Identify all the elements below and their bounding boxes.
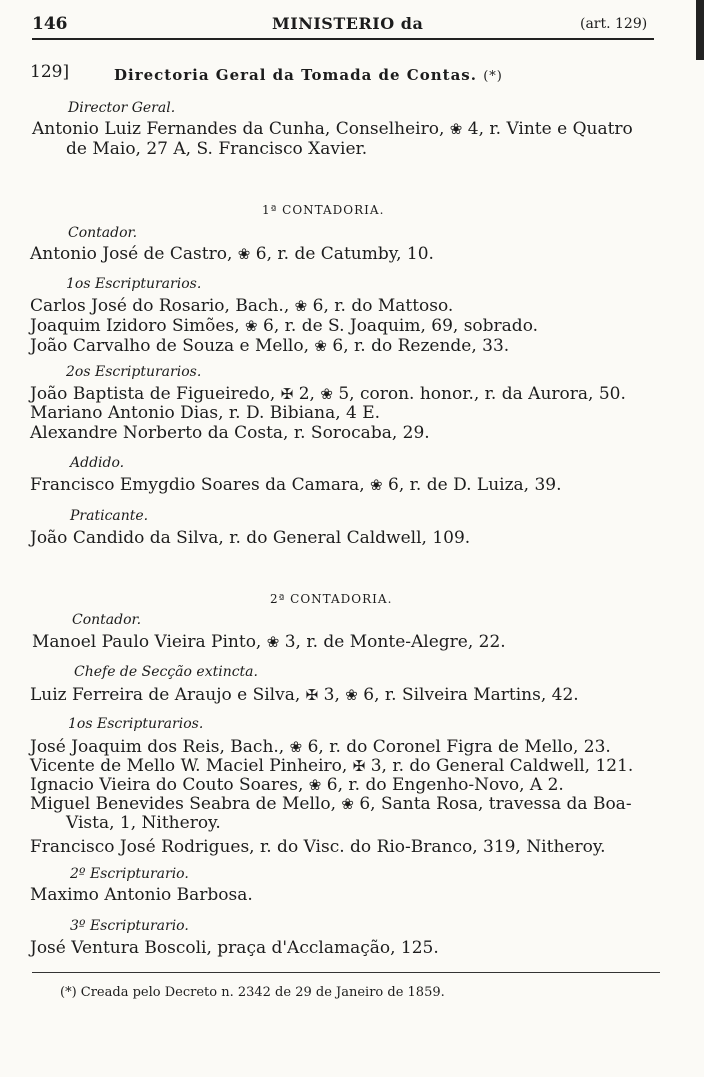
entry-line: José Ventura Boscoli, praça d'Acclamação, 125. [30, 938, 439, 958]
role-label: 1os Escripturarios. [68, 716, 204, 732]
rose-order-icon: ❀ [289, 738, 303, 756]
rose-order-icon: ❀ [308, 776, 322, 794]
role-label: 1os Escripturarios. [66, 276, 202, 292]
role-label: Contador. [68, 225, 138, 241]
entry-line: Antonio Luiz Fernandes da Cunha, Conselheiro, ❀ 4, r. Vinte e Quatro [32, 119, 633, 139]
role-label: Contador. [72, 612, 142, 628]
role-label: 2º Escripturario. [70, 866, 189, 882]
entry-line: João Baptista de Figueiredo, ✠ 2, ❀ 5, coron. honor., r. da Aurora, 50. [30, 384, 626, 404]
rose-order-icon: ❀ [341, 795, 354, 813]
entry-line: Mariano Antonio Dias, r. D. Bibiana, 4 E. [30, 403, 381, 423]
role-label: Praticante. [70, 508, 149, 524]
entry-line: Miguel Benevides Seabra de Mello, ❀ 6, Santa Rosa, travessa da Boa- [30, 794, 632, 814]
rose-order-icon: ❀ [370, 476, 383, 494]
entry-line: Alexandre Norberto da Costa, r. Sorocaba, 29. [30, 423, 430, 443]
entry-line: João Carvalho de Souza e Mello, ❀ 6, r. do Rezende, 33. [30, 336, 510, 356]
footnote: (*) Creada pelo Decreto n. 2342 de 29 de Janeiro de 1859. [60, 985, 445, 1000]
cross-order-icon: ✠ [352, 757, 366, 775]
article-title: Directoria Geral da Tomada de Contas. (*) [114, 66, 503, 84]
role-label: 2os Escripturarios. [66, 364, 202, 380]
cross-order-icon: ✠ [305, 686, 319, 704]
section-heading: 1ª CONTADORIA. [262, 203, 385, 217]
article-number: 129] [30, 62, 70, 82]
rose-order-icon: ❀ [320, 385, 333, 403]
running-title: MINISTERIO da [272, 14, 424, 33]
entry-line: Francisco Emygdio Soares da Camara, ❀ 6, r. de D. Luiza, 39. [30, 475, 562, 495]
role-label: Director Geral. [68, 100, 176, 116]
role-label: Addido. [70, 455, 125, 471]
cross-order-icon: ✠ [280, 385, 294, 403]
page-number: 146 [32, 14, 68, 34]
rose-order-icon: ❀ [314, 337, 327, 355]
rose-order-icon: ❀ [266, 633, 280, 651]
entry-line: Manoel Paulo Vieira Pinto, ❀ 3, r. de Monte-Alegre, 22. [32, 632, 506, 652]
entry-line: Vicente de Mello W. Maciel Pinheiro, ✠ 3, r. do General Caldwell, 121. [30, 756, 634, 776]
entry-line: Maximo Antonio Barbosa. [30, 885, 253, 905]
entry-line: José Joaquim dos Reis, Bach., ❀ 6, r. do Coronel Figra de Mello, 23. [30, 737, 611, 757]
entry-line: Antonio José de Castro, ❀ 6, r. de Catumby, 10. [30, 244, 434, 264]
entry-line: Joaquim Izidoro Simões, ❀ 6, r. de S. Joaquim, 69, sobrado. [30, 316, 539, 336]
entry-line: de Maio, 27 A, S. Francisco Xavier. [66, 139, 368, 159]
footnote-rule [32, 972, 660, 973]
rose-order-icon: ❀ [449, 120, 463, 138]
rose-order-icon: ❀ [345, 686, 358, 704]
entry-line: Ignacio Vieira do Couto Soares, ❀ 6, r. do Engenho-Novo, A 2. [30, 775, 564, 795]
entry-line: Luiz Ferreira de Araujo e Silva, ✠ 3, ❀ 6, r. Silveira Martins, 42. [30, 685, 579, 705]
rose-order-icon: ❀ [245, 317, 258, 335]
role-label: Chefe de Secção extincta. [74, 664, 258, 680]
rose-order-icon: ❀ [294, 297, 308, 315]
page-edge-mark [696, 0, 704, 60]
entry-line: Carlos José do Rosario, Bach., ❀ 6, r. do Mattoso. [30, 296, 454, 316]
running-article: (art. 129) [580, 16, 648, 32]
rose-order-icon: ❀ [237, 245, 251, 263]
header-rule [32, 38, 654, 40]
entry-line: João Candido da Silva, r. do General Caldwell, 109. [30, 528, 471, 548]
section-heading: 2ª CONTADORIA. [270, 592, 393, 606]
footnote-ref: (*) [483, 69, 503, 84]
entry-line: Vista, 1, Nitheroy. [66, 813, 221, 833]
role-label: 3º Escripturario. [70, 918, 189, 934]
entry-line: Francisco José Rodrigues, r. do Visc. do Rio-Branco, 319, Nitheroy. [30, 837, 606, 857]
